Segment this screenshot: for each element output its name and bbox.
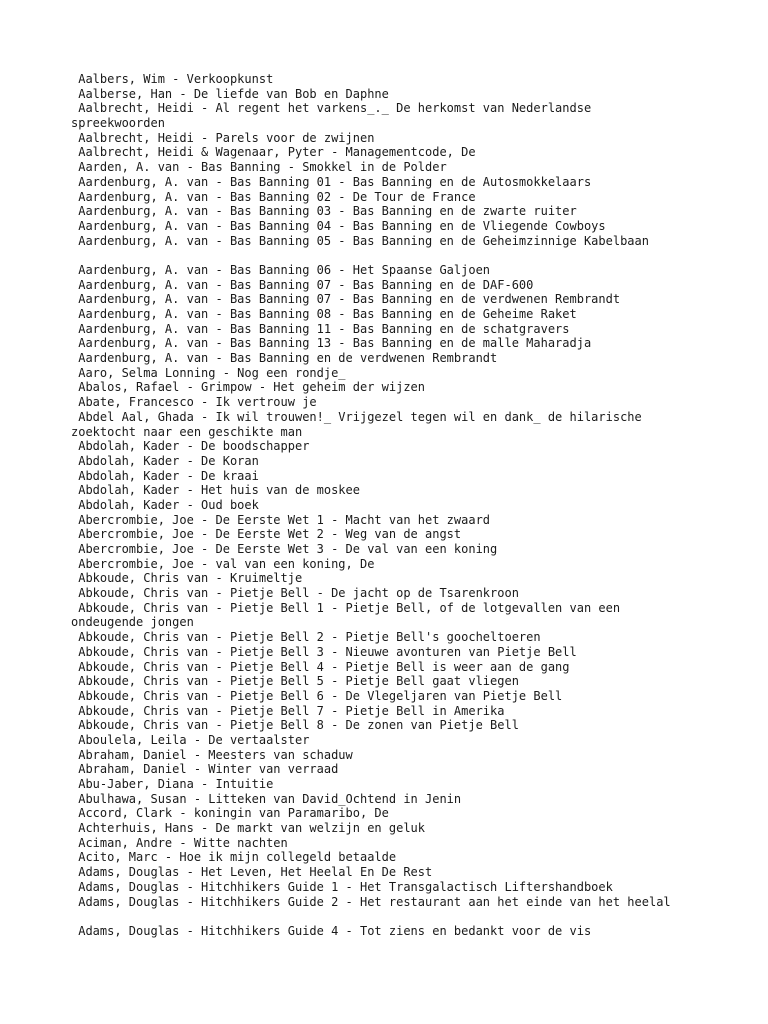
text-line: Abercrombie, Joe - De Eerste Wet 3 - De val van een koning — [71, 542, 498, 556]
text-line: Abdolah, Kader - De boodschapper — [71, 439, 310, 454]
text-line: Abate, Francesco - Ik vertrouw je — [71, 395, 317, 410]
text-line: Aciman, Andre - Witte nachten — [71, 835, 288, 850]
text-line: Aardenburg, A. van - Bas Banning 05 - Bas Banning en de Geheimzinnige Kabelbaan — [71, 233, 649, 248]
text-line: Aalbrecht, Heidi & Wagenaar, Pyter - Managementcode, De — [71, 145, 476, 160]
text-line: Aalbrecht, Heidi - Parels voor de zwijnen — [71, 130, 375, 145]
text-line: Abercrombie, Joe - val van een koning, De — [71, 556, 375, 571]
text-line: Aardenburg, A. van - Bas Banning en de verdwenen Rembrandt — [71, 351, 498, 366]
text-line: Aardenburg, A. van - Bas Banning 03 - Bas Banning en de zwarte ruiter — [71, 204, 577, 219]
text-line: Adams, Douglas - Hitchhikers Guide 4 - Tot ziens en bedankt voor de vis — [71, 923, 592, 938]
text-line: Aaro, Selma Lonning - Nog een rondje_ — [71, 365, 346, 380]
text-line: Abu-Jaber, Diana - Intuitie — [71, 777, 274, 791]
text-line: Abkoude, Chris van - Pietje Bell 5 - Pietje Bell gaat vliegen — [71, 674, 519, 689]
text-line: Aardenburg, A. van - Bas Banning 02 - De Tour de France — [71, 189, 476, 204]
text-line: Abercrombie, Joe - De Eerste Wet 2 - Weg van de angst — [71, 527, 462, 542]
text-line: Accord, Clark - koningin van Paramaribo, De — [71, 806, 389, 821]
text-line: Abkoude, Chris van - Pietje Bell 6 - De Vlegeljaren van Pietje Bell — [71, 688, 563, 703]
text-line: Abkoude, Chris van - Pietje Bell - De jacht op de Tsarenkroon — [71, 586, 519, 601]
text-line: Aboulela, Leila - De vertaalster — [71, 732, 310, 747]
text-line: Abraham, Daniel - Winter van verraad — [71, 762, 339, 777]
text-line: Aalberse, Han - De liefde van Bob en Daphne — [71, 86, 389, 101]
text-line: Abkoude, Chris van - Kruimeltje — [71, 571, 303, 586]
text-line: Aardenburg, A. van - Bas Banning 13 - Bas Banning en de malle Maharadja — [71, 336, 592, 351]
text-line: Abercrombie, Joe - De Eerste Wet 1 - Macht van het zwaard — [71, 512, 491, 527]
text-line: Abdolah, Kader - De kraai — [71, 468, 259, 483]
text-line: Abkoude, Chris van - Pietje Bell 8 - De zonen van Pietje Bell — [71, 718, 519, 733]
text-line: Abdolah, Kader - Het huis van de moskee — [71, 483, 360, 498]
text-line: Achterhuis, Hans - De markt van welzijn en geluk — [71, 821, 426, 836]
text-line: Abkoude, Chris van - Pietje Bell 3 - Nieuwe avonturen van Pietje Bell — [71, 644, 577, 659]
text-line: spreekwoorden — [71, 116, 165, 131]
text-line: Aalbrecht, Heidi - Al regent het varkens_._ De herkomst van Nederlandse — [71, 101, 592, 116]
text-line: Aardenburg, A. van - Bas Banning 08 - Bas Banning en de Geheime Raket — [71, 307, 577, 321]
text-line: Abkoude, Chris van - Pietje Bell 1 - Pietje Bell, of de lotgevallen van een — [71, 600, 621, 615]
text-line: ondeugende jongen — [71, 615, 194, 630]
text-line: Abdel Aal, Ghada - Ik wil trouwen!_ Vrijgezel tegen wil en dank_ de hilarische — [71, 409, 642, 424]
blank-line — [71, 248, 761, 263]
text-line: Adams, Douglas - Hitchhikers Guide 1 - Het Transgalactisch Liftershandboek — [71, 879, 613, 894]
text-line: Aardenburg, A. van - Bas Banning 11 - Bas Banning en de schatgravers — [71, 321, 570, 336]
text-line: Aardenburg, A. van - Bas Banning 01 - Bas Banning en de Autosmokkelaars — [71, 174, 592, 189]
text-line: Adams, Douglas - Het Leven, Het Heelal En De Rest — [71, 865, 433, 880]
text-line: Aardenburg, A. van - Bas Banning 04 - Bas Banning en de Vliegende Cowboys — [71, 218, 606, 233]
text-line: Aardenburg, A. van - Bas Banning 07 - Bas Banning en de verdwenen Rembrandt — [71, 292, 621, 307]
text-line: Abkoude, Chris van - Pietje Bell 4 - Pietje Bell is weer aan de gang — [71, 659, 570, 674]
document-text — [71, 72, 761, 939]
text-line: Aalbers, Wim - Verkoopkunst — [71, 72, 274, 86]
text-line: Abulhawa, Susan - Litteken van David_Ochtend in Jenin — [71, 791, 462, 806]
blank-line — [71, 909, 761, 924]
text-line: Aarden, A. van - Bas Banning - Smokkel in de Polder — [71, 160, 447, 175]
text-line: Abraham, Daniel - Meesters van schaduw — [71, 747, 353, 762]
text-line: Abkoude, Chris van - Pietje Bell 2 - Pietje Bell's goocheltoeren — [71, 630, 541, 645]
text-line: Abalos, Rafael - Grimpow - Het geheim der wijzen — [71, 380, 426, 395]
text-line: Aardenburg, A. van - Bas Banning 07 - Bas Banning en de DAF-600 — [71, 277, 534, 292]
text-line: Abdolah, Kader - Oud boek — [71, 497, 259, 512]
text-line: Adams, Douglas - Hitchhikers Guide 2 - Het restaurant aan het einde van het heelal — [71, 894, 671, 909]
text-line: zoektocht naar een geschikte man — [71, 424, 303, 439]
text-line: Acito, Marc - Hoe ik mijn collegeld betaalde — [71, 850, 397, 865]
text-line: Abkoude, Chris van - Pietje Bell 7 - Pietje Bell in Amerika — [71, 703, 505, 718]
text-line: Abdolah, Kader - De Koran — [71, 453, 259, 468]
text-line: Aardenburg, A. van - Bas Banning 06 - Het Spaanse Galjoen — [71, 262, 491, 277]
